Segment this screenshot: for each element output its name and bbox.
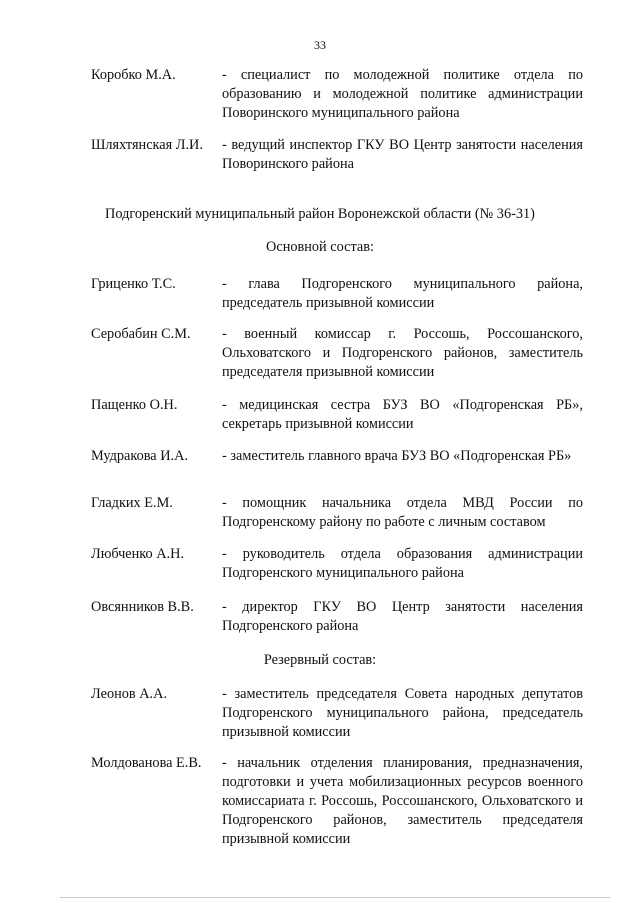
member-name: Овсянников В.В. bbox=[91, 599, 194, 615]
member-name: Молдованова Е.В. bbox=[91, 755, 202, 771]
member-name: Гладких Е.М. bbox=[91, 495, 173, 511]
member-entry bbox=[91, 396, 583, 434]
member-name: Гриценко Т.С. bbox=[91, 276, 176, 292]
member-role: - медицинская сестра БУЗ ВО «Подгоренская РБ», секретарь призывной комиссии bbox=[222, 397, 583, 432]
member-entry bbox=[91, 136, 583, 174]
page-number: 33 bbox=[314, 38, 326, 52]
member-entry bbox=[91, 494, 583, 532]
member-name: Мудракова И.А. bbox=[91, 448, 189, 464]
member-role: - директор ГКУ ВО Центр занятости населения Подгоренского района bbox=[222, 599, 583, 634]
member-name: Любченко А.Н. bbox=[91, 546, 185, 562]
member-entry bbox=[91, 754, 583, 849]
main-composition-heading: Основной состав: bbox=[266, 239, 374, 255]
member-role: - глава Подгоренского муниципального района, председатель призывной комиссии bbox=[222, 276, 583, 311]
member-role: - руководитель отдела образования администрации Подгоренского муниципального района bbox=[222, 546, 583, 581]
member-role: - заместитель председателя Совета народных депутатов Подгоренского муниципального района, председатель призывной комиссии bbox=[222, 686, 583, 740]
member-entry bbox=[91, 275, 583, 313]
member-role: - помощник начальника отдела МВД России по Подгоренскому району по работе с личным составом bbox=[222, 495, 583, 530]
member-role: - военный комиссар г. Россошь, Россошанского, Ольховатского и Подгоренского районов, заместитель председателя призывной комиссии bbox=[222, 326, 583, 380]
member-name: Шляхтянская Л.И. bbox=[91, 137, 203, 153]
member-name: Коробко М.А. bbox=[91, 67, 176, 83]
reserve-composition-heading: Резервный состав: bbox=[263, 652, 377, 668]
member-role: - специалист по молодежной политике отдела по образованию и молодежной политике администрации Поворинского муниципального района bbox=[222, 67, 583, 121]
member-entry bbox=[91, 685, 583, 742]
member-role: - ведущий инспектор ГКУ ВО Центр занятости населения Поворинского района bbox=[222, 137, 583, 172]
member-name: Леонов А.А. bbox=[91, 686, 168, 702]
member-role: - начальник отделения планирования, предназначения, подготовки и учета мобилизационных ресурсов военного комиссариата г. Россошь, Россошанского, Ольховатского и Подгоренского районов, заместитель председателя призывной комиссии bbox=[222, 755, 583, 847]
member-name: Пащенко О.Н. bbox=[91, 397, 178, 413]
member-role: - заместитель главного врача БУЗ ВО «Подгоренская РБ» bbox=[222, 448, 572, 464]
district-heading: Подгоренский муниципальный район Воронежской области (№ 36-31) bbox=[105, 206, 535, 222]
member-name: Серобабин С.М. bbox=[91, 326, 191, 342]
member-entry bbox=[91, 545, 583, 583]
page-bottom-edge bbox=[60, 897, 610, 898]
member-entry bbox=[91, 66, 583, 123]
member-entry bbox=[91, 447, 583, 466]
member-entry bbox=[91, 598, 583, 636]
member-entry bbox=[91, 325, 583, 382]
